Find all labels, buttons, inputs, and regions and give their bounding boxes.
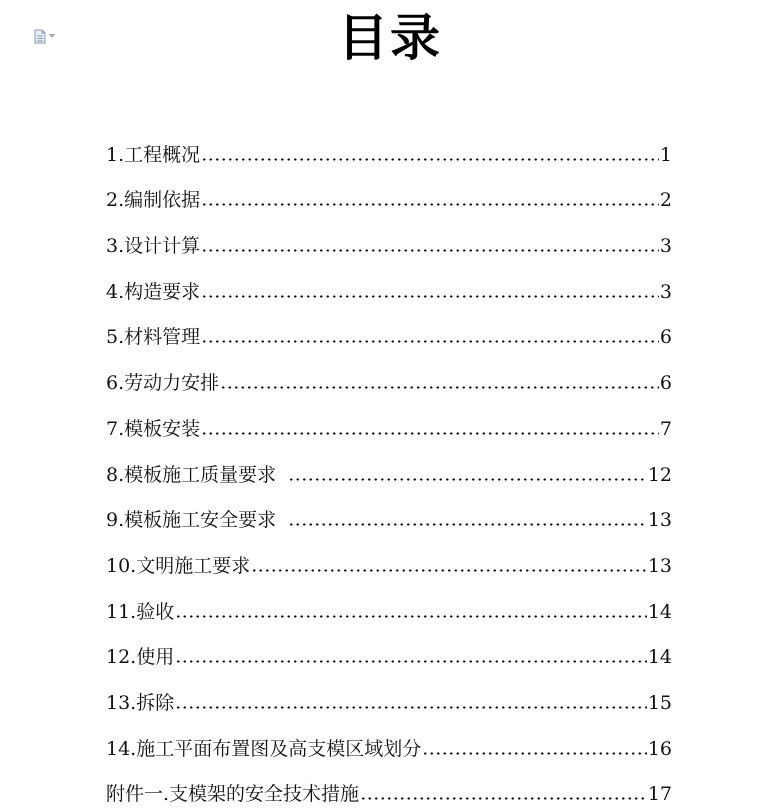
toc-entry-label: 13.拆除	[106, 691, 175, 714]
toc-entry-label: 附件一.支模架的安全技术措施	[106, 783, 360, 806]
toc-entry-page-number: 14	[647, 646, 672, 669]
toc-entry-label: 6.劳动力安排	[106, 372, 220, 395]
toc-entry-page-number: 13	[647, 509, 672, 532]
toc-entry[interactable]	[106, 215, 672, 261]
toc-entry-page-number: 16	[647, 737, 672, 760]
toc-entry-page-number: 17	[647, 783, 672, 806]
toc-entry[interactable]	[106, 307, 672, 353]
toc-dot-leader	[175, 706, 647, 709]
toc-entry-page-number: 15	[647, 691, 672, 714]
toc-entry-page-number: 14	[647, 600, 672, 623]
toc-dot-leader	[422, 752, 647, 755]
toc-entry[interactable]	[106, 764, 672, 809]
toc-entry-page-number: 7	[659, 417, 672, 440]
toc-dot-leader	[201, 158, 659, 161]
toc-entry[interactable]	[106, 718, 672, 764]
toc-entry[interactable]	[106, 352, 672, 398]
toc-dot-leader	[201, 295, 659, 298]
toc-entry[interactable]	[106, 672, 672, 718]
toc-entry-page-number: 3	[659, 235, 672, 258]
toc-entry-label: 14.施工平面布置图及高支模区域划分	[106, 737, 422, 760]
toc-entry-page-number: 1	[659, 143, 672, 166]
toc-dot-leader	[175, 660, 647, 663]
toc-entry-label: 2.编制依据	[106, 189, 201, 212]
toc-entry-label: 9.模板施工安全要求	[106, 509, 277, 532]
toc-entry[interactable]	[106, 627, 672, 673]
toc-entry[interactable]	[106, 170, 672, 216]
toc-entry-label: 12.使用	[106, 646, 175, 669]
toc-entry-page-number: 2	[659, 189, 672, 212]
toc-entry-label: 11.验收	[106, 600, 175, 623]
toc-entry-page-number: 6	[659, 326, 672, 349]
toc-dot-leader	[201, 340, 659, 343]
toc-dot-leader	[251, 569, 647, 572]
toc-entry-page-number: 13	[647, 554, 672, 577]
table-of-contents	[106, 124, 672, 809]
toc-entry-label: 4.构造要求	[106, 280, 201, 303]
toc-entry-page-number: 3	[659, 280, 672, 303]
toc-dot-leader	[175, 615, 647, 618]
toc-dot-leader	[288, 478, 647, 481]
toc-entry[interactable]	[106, 535, 672, 581]
toc-entry-label: 8.模板施工质量要求	[106, 463, 277, 486]
toc-dot-leader	[201, 249, 659, 252]
toc-entry[interactable]	[106, 124, 672, 170]
toc-entry-page-number: 6	[659, 372, 672, 395]
toc-entry[interactable]	[106, 444, 672, 490]
toc-entry-page-number: 12	[647, 463, 672, 486]
toc-entry-label: 1.工程概况	[106, 143, 201, 166]
toc-entry-label: 7.模板安装	[106, 417, 201, 440]
toc-entry-label: 10.文明施工要求	[106, 554, 251, 577]
toc-dot-leader	[220, 386, 659, 389]
toc-entry-label: 5.材料管理	[106, 326, 201, 349]
toc-entry[interactable]	[106, 490, 672, 536]
toc-dot-leader	[201, 432, 659, 435]
page-title: 目录	[338, 9, 442, 67]
toc-dot-leader	[288, 523, 647, 526]
toc-entry[interactable]	[106, 261, 672, 307]
toc-entry[interactable]	[106, 398, 672, 444]
toc-entry-label: 3.设计计算	[106, 235, 201, 258]
toc-dot-leader	[201, 203, 659, 206]
toc-entry[interactable]	[106, 581, 672, 627]
